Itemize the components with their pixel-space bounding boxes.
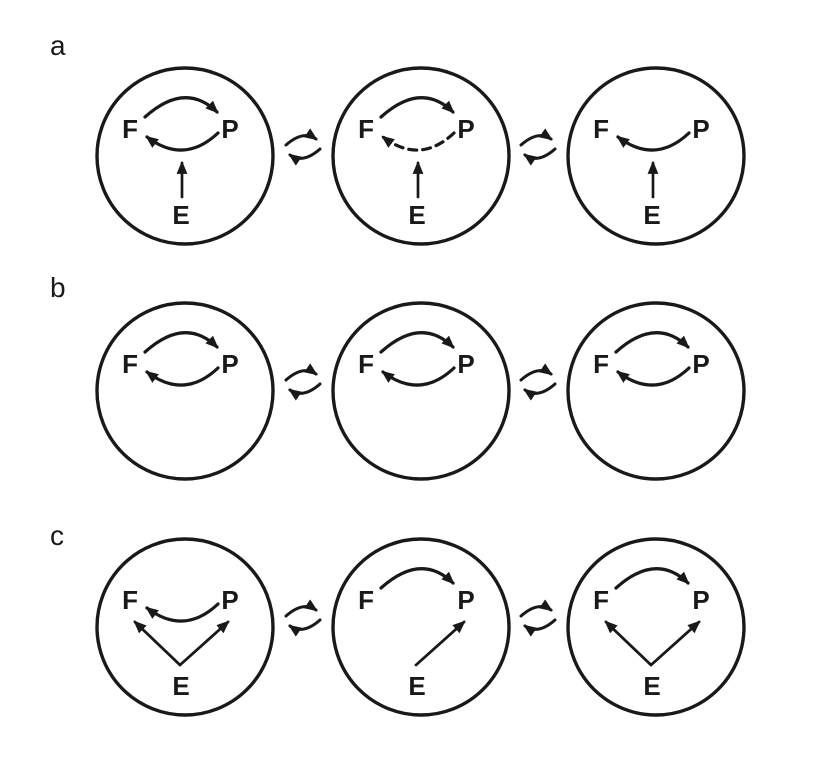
arrow-E-to-P: [416, 622, 464, 665]
panel-label-b: b: [50, 272, 66, 303]
panel-a-system-2: [333, 68, 509, 244]
node-P: P: [692, 349, 710, 379]
panel-c-system-3: [568, 539, 744, 715]
arrow-P-to-F: [383, 368, 454, 385]
panel-a-system-1: [97, 68, 273, 244]
node-F: F: [122, 349, 138, 379]
panel-c-coupling-1-exchange-arrows-icon: [286, 607, 320, 630]
node-F: F: [358, 349, 374, 379]
arrow-P-to-F: [147, 133, 218, 150]
exchange-bottom-arrow: [290, 384, 320, 393]
arrow-P-to-F: [147, 368, 218, 385]
exchange-bottom-arrow: [290, 149, 320, 158]
exchange-top-arrow: [286, 136, 316, 145]
system-boundary-circle: [97, 303, 273, 479]
arrow-F-to-P: [145, 98, 217, 117]
exchange-bottom-arrow: [525, 620, 555, 629]
node-P: P: [457, 114, 475, 144]
arrow-E-to-P: [651, 622, 699, 665]
panel-c-system-1: [97, 539, 273, 715]
panel-b-system-2: [333, 303, 509, 479]
arrow-P-to-F: [147, 604, 218, 621]
node-P: P: [457, 585, 475, 615]
panel-c-system-2: [333, 539, 509, 715]
arrow-P-to-F: [618, 368, 689, 385]
node-F: F: [593, 349, 609, 379]
node-P: P: [692, 114, 710, 144]
exchange-top-arrow: [521, 607, 551, 616]
system-boundary-circle: [568, 303, 744, 479]
node-F: F: [593, 114, 609, 144]
node-F: F: [122, 585, 138, 615]
node-E: E: [408, 671, 426, 701]
arrow-F-to-P: [616, 569, 688, 588]
arrow-F-to-P: [381, 569, 453, 588]
panel-b-system-3: [568, 303, 744, 479]
node-F: F: [358, 114, 374, 144]
arrow-P-to-F: [618, 133, 689, 150]
arrow-E-to-P: [180, 622, 228, 665]
panel-a-coupling-1-exchange-arrows-icon: [286, 136, 320, 159]
exchange-bottom-arrow: [290, 620, 320, 629]
system-boundary-circle: [333, 303, 509, 479]
arrow-F-to-P: [616, 333, 688, 352]
panel-c-coupling-2-exchange-arrows-icon: [521, 607, 555, 630]
node-F: F: [593, 585, 609, 615]
node-E: E: [172, 671, 190, 701]
exchange-top-arrow: [521, 371, 551, 380]
arrow-E-to-F: [135, 622, 180, 665]
node-P: P: [221, 114, 239, 144]
node-P: P: [692, 585, 710, 615]
arrow-F-to-P: [381, 333, 453, 352]
exchange-bottom-arrow: [525, 149, 555, 158]
arrow-E-to-F: [606, 622, 651, 665]
panel-b-system-1: [97, 303, 273, 479]
panel-label-a: a: [50, 30, 66, 61]
node-P: P: [221, 349, 239, 379]
node-F: F: [122, 114, 138, 144]
exchange-top-arrow: [286, 607, 316, 616]
node-E: E: [643, 671, 661, 701]
arrow-P-to-F-dashed: [383, 133, 454, 150]
panel-label-c: c: [50, 520, 64, 551]
node-P: P: [457, 349, 475, 379]
exchange-top-arrow: [521, 136, 551, 145]
node-P: P: [221, 585, 239, 615]
exchange-bottom-arrow: [525, 384, 555, 393]
arrow-F-to-P: [381, 98, 453, 117]
panel-a-system-3: [568, 68, 744, 244]
arrow-F-to-P: [145, 333, 217, 352]
exchange-top-arrow: [286, 371, 316, 380]
node-F: F: [358, 585, 374, 615]
panel-a-coupling-2-exchange-arrows-icon: [521, 136, 555, 159]
panel-b-coupling-1-exchange-arrows-icon: [286, 371, 320, 394]
node-E: E: [408, 200, 426, 230]
panel-b-coupling-2-exchange-arrows-icon: [521, 371, 555, 394]
node-E: E: [172, 200, 190, 230]
node-E: E: [643, 200, 661, 230]
